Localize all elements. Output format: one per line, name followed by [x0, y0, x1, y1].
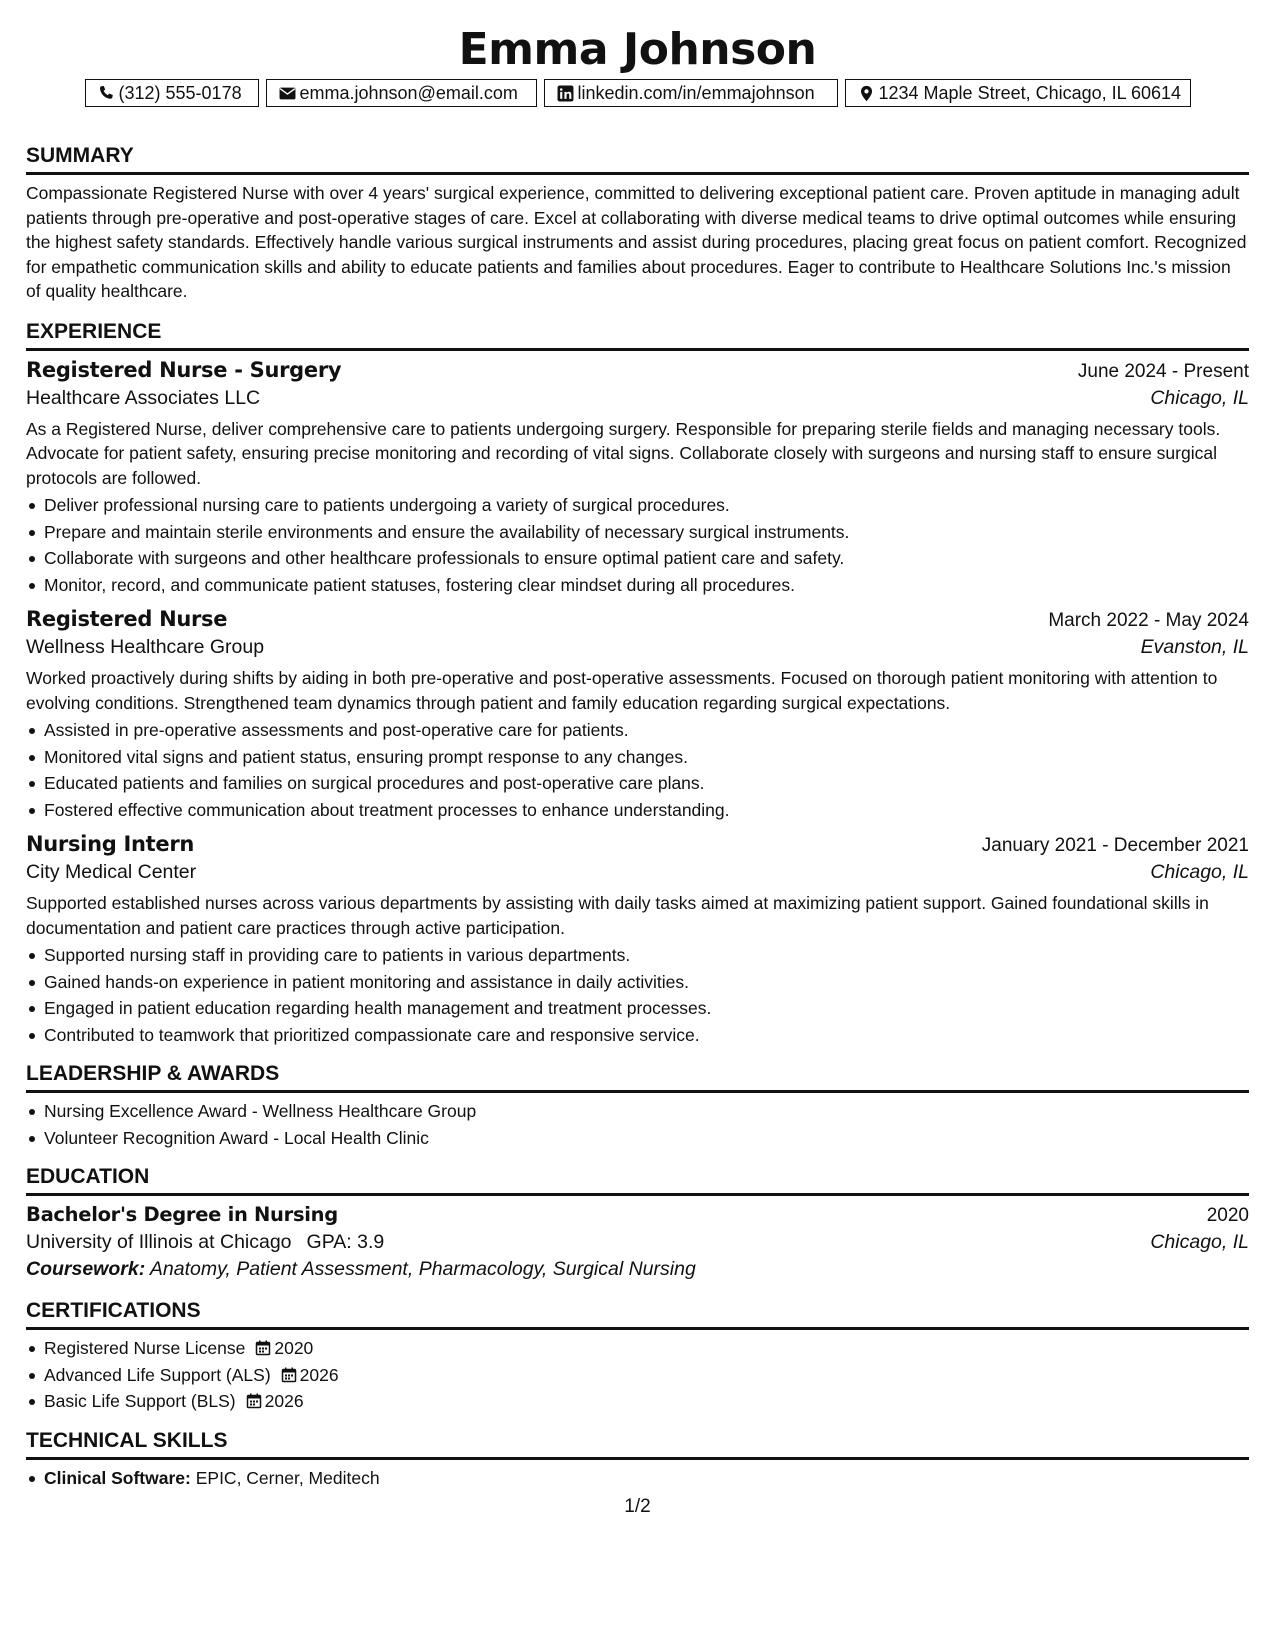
job-entry	[26, 607, 1249, 823]
coursework-label: Coursework:	[26, 1258, 146, 1280]
job-description: Supported established nurses across various departments by assisting with daily tasks aimed at maximizing patient support. Gained foundational skills in documentation and patient care practices through active participation.	[26, 893, 1209, 938]
cert-year: 2026	[264, 1391, 304, 1411]
awards-heading: LEADERSHIP & AWARDS	[26, 1062, 1249, 1093]
phone-text: (312) 555-0178	[118, 82, 242, 103]
page-number: 1/2	[624, 1496, 651, 1517]
coursework-text: Anatomy, Patient Assessment, Pharmacology, Surgical Nursing	[149, 1258, 696, 1280]
job-title: Registered Nurse - Surgery	[26, 357, 342, 382]
job-bullets	[26, 492, 1249, 598]
graduation-year: 2020	[1206, 1205, 1249, 1226]
job-description: As a Registered Nurse, deliver comprehensive care to patients undergoing surgery. Responsible for preparing sterile fields and managing necessary tools. Advocate for patient safety, ensuring precise monitoring and recording of vital signs. Collaborate closely with surgeons and nursing staff to ensure surgical protocols are followed.	[26, 418, 1221, 488]
list-item	[44, 1362, 1249, 1389]
skills-heading: TECHNICAL SKILLS	[26, 1429, 1249, 1460]
list-item: Contributed to teamwork that prioritized compassionate care and responsive service.	[44, 1022, 1249, 1049]
awards-list	[26, 1098, 1249, 1151]
calendar-icon	[255, 1340, 271, 1356]
skill-label: Clinical Software:	[44, 1467, 191, 1488]
list-item: Engaged in patient education regarding health management and treatment processes.	[44, 995, 1249, 1022]
address-text: 1234 Maple Street, Chicago, IL 60614	[878, 82, 1182, 103]
job-dates: January 2021 - December 2021	[981, 835, 1249, 856]
coursework-line	[26, 1258, 1249, 1281]
job-dates: June 2024 - Present	[1077, 360, 1249, 382]
education-section	[26, 1165, 1249, 1281]
list-item	[44, 1465, 1249, 1492]
list-item: Volunteer Recognition Award - Local Health Clinic	[44, 1125, 1249, 1152]
list-item: Collaborate with surgeons and other healthcare professionals to ensure optimal patient care and safety.	[44, 545, 1249, 572]
job-dates: March 2022 - May 2024	[1048, 610, 1249, 631]
cert-year: 2020	[274, 1338, 314, 1358]
summary-section	[26, 144, 1249, 304]
list-item: Fostered effective communication about treatment processes to enhance understanding.	[44, 797, 1249, 824]
skills-list	[26, 1465, 1249, 1492]
email-contact[interactable]	[266, 79, 537, 107]
job-company: City Medical Center	[26, 861, 197, 883]
list-item: Prepare and maintain sterile environments and ensure the availability of necessary surgical instruments.	[44, 519, 1249, 546]
job-bullets	[26, 942, 1249, 1048]
awards-section	[26, 1062, 1249, 1151]
job-entry	[26, 832, 1249, 1048]
skills-section	[26, 1429, 1249, 1492]
linkedin-contact[interactable]	[544, 79, 838, 107]
linkedin-icon	[557, 85, 574, 102]
job-company: Healthcare Associates LLC	[26, 386, 261, 409]
education-heading: EDUCATION	[26, 1165, 1249, 1196]
skill-value: EPIC, Cerner, Meditech	[195, 1467, 380, 1488]
address-contact	[845, 79, 1191, 107]
list-item: Nursing Excellence Award - Wellness Healthcare Group	[44, 1098, 1249, 1125]
school-name: University of Illinois at Chicago	[26, 1231, 292, 1253]
list-item: Assisted in pre-operative assessments and post-operative care for patients.	[44, 717, 1249, 744]
list-item: Supported nursing staff in providing care to patients in various departments.	[44, 942, 1249, 969]
calendar-icon	[281, 1367, 297, 1383]
cert-year: 2026	[299, 1364, 339, 1385]
job-description: Worked proactively during shifts by aiding in both pre-operative and post-operative assessments. Focused on thorough patient monitoring with attention to evolving conditions. Strengthened team dynamics through patient and family education regarding surgical expectations.	[26, 668, 1218, 713]
list-item: Monitored vital signs and patient status, ensuring prompt response to any changes.	[44, 744, 1249, 771]
linkedin-text: linkedin.com/in/emmajohnson	[577, 82, 815, 103]
list-item: Educated patients and families on surgical procedures and post-operative care plans.	[44, 770, 1249, 797]
school-location: Chicago, IL	[1150, 1231, 1249, 1253]
list-item: Deliver professional nursing care to patients undergoing a variety of surgical procedures.	[44, 492, 1249, 519]
envelope-icon	[279, 85, 296, 102]
phone-icon	[98, 85, 115, 102]
gpa-text: GPA: 3.9	[306, 1231, 385, 1253]
contact-bar	[26, 79, 1249, 107]
list-item	[44, 1388, 1249, 1415]
job-company: Wellness Healthcare Group	[26, 636, 265, 658]
degree-title: Bachelor's Degree in Nursing	[26, 1203, 338, 1226]
cert-name: Registered Nurse License	[44, 1338, 246, 1358]
job-entry	[26, 358, 1249, 599]
job-location: Evanston, IL	[1140, 636, 1249, 658]
cert-name: Advanced Life Support (ALS)	[44, 1364, 271, 1385]
map-pin-icon	[858, 85, 875, 102]
phone-contact[interactable]	[85, 79, 259, 107]
certifications-list	[26, 1335, 1249, 1415]
certifications-heading: CERTIFICATIONS	[26, 1299, 1249, 1330]
calendar-icon	[246, 1393, 262, 1409]
experience-section	[26, 320, 1249, 1049]
list-item: Monitor, record, and communicate patient statuses, fostering clear mindset during all procedures.	[44, 572, 1249, 599]
job-title: Registered Nurse	[26, 607, 228, 631]
cert-name: Basic Life Support (BLS)	[44, 1391, 236, 1411]
job-title: Nursing Intern	[26, 832, 195, 856]
list-item: Gained hands-on experience in patient monitoring and assistance in daily activities.	[44, 969, 1249, 996]
experience-heading: EXPERIENCE	[26, 320, 1249, 351]
job-location: Chicago, IL	[1150, 861, 1249, 883]
job-location: Chicago, IL	[1150, 386, 1249, 409]
summary-heading: SUMMARY	[26, 144, 1249, 175]
email-text: emma.johnson@email.com	[299, 82, 518, 103]
certifications-section	[26, 1299, 1249, 1415]
candidate-name: Emma Johnson	[458, 24, 817, 75]
list-item	[44, 1335, 1249, 1362]
summary-text: Compassionate Registered Nurse with over 4 years' surgical experience, committed to delivering exceptional patient care. Proven aptitude in managing adult patients through pre-operative and post-operative stages of care. Excel at collaborating with diverse medical teams to drive optimal outcomes while ensuring the highest safety standards. Effectively handle various surgical instruments and assist during procedures, placing great focus on patient comfort. Recognized for empathetic communication skills and ability to educate patients and families about procedures. Eager to contribute to Healthcare Solutions Inc.'s mission of quality healthcare.	[26, 183, 1247, 301]
job-bullets	[26, 717, 1249, 823]
